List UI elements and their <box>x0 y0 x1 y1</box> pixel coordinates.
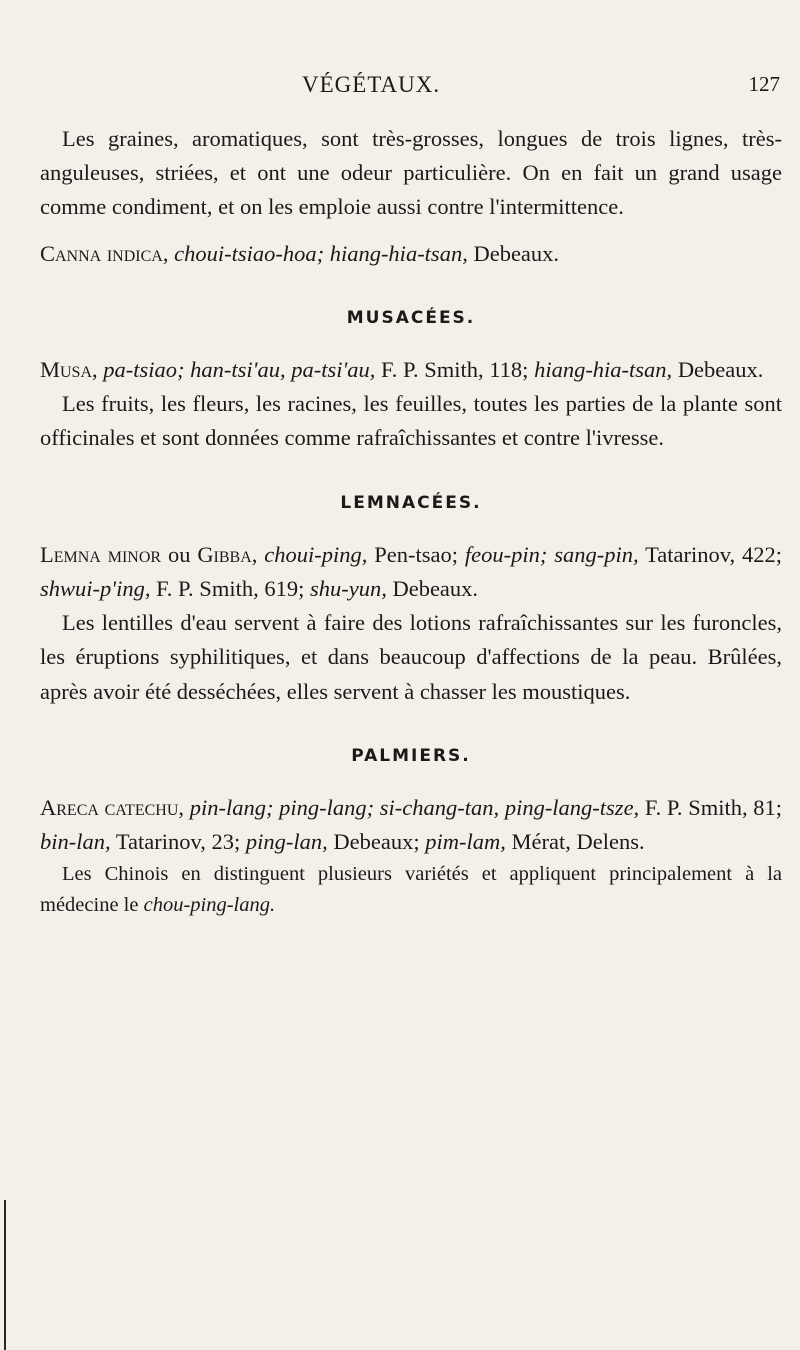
page-body <box>40 122 782 921</box>
section-heading-lemnacees: LEMNACÉES. <box>340 492 482 513</box>
author-ref: F. P. Smith, 81; <box>644 795 783 821</box>
conjunction: ou <box>167 541 191 567</box>
chinese-names: hiang-hia-tsan, <box>534 357 673 383</box>
paragraph-musa: Les fruits, les fleurs, les racines, les feuilles, toutes les parties de la plante sont officinales et sont données comme rafraîchissantes et contre l'ivresse. <box>40 391 782 451</box>
author-ref: Mérat, Delens. <box>511 829 645 855</box>
paragraph-text: Les Chinois en distinguent plusieurs variétés et appliquent principalement à la médecine le <box>40 863 782 917</box>
latin-name: Areca catechu, <box>40 795 185 821</box>
author-ref: Tatarinov, 23; <box>115 829 241 855</box>
section-heading-musacees: MUSACÉES. <box>346 307 476 328</box>
latin-name: Gibba, <box>197 541 258 567</box>
author-ref: Debeaux. <box>677 357 764 383</box>
latin-name: Lemna minor <box>40 541 162 567</box>
author-ref: F. P. Smith, 118; <box>381 357 529 383</box>
author-ref: Debeaux. <box>473 240 560 266</box>
page-number: 127 <box>748 72 780 96</box>
chinese-names: shu-yun, <box>309 576 387 602</box>
section-heading-palmiers: PALMIERS. <box>351 745 471 766</box>
chinese-names: shwui-p'ing, <box>40 576 151 602</box>
chinese-names: pim-lam, <box>425 829 506 855</box>
author-ref: Debeaux; <box>333 829 420 855</box>
chinese-names: choui-tsiao-hoa; hiang-hia-tsan, <box>174 240 468 266</box>
chinese-names: choui-ping, <box>264 541 368 567</box>
paragraph-graines: Les graines, aromatiques, sont très-grosses, longues de trois lignes, très-anguleuses, striées, et ont une odeur particulière. On en fait un grand usage comme condiment, et on les emploie aussi contre l'intermittence. <box>40 126 782 220</box>
latin-name: Canna indica, <box>40 240 169 266</box>
paragraph-lemna: Les lentilles d'eau servent à faire des lotions rafraîchissantes sur les furoncles, les éruptions syphilitiques, et dans beaucoup d'affections de la peau. Brûlées, après avoir été desséchées, elles servent à chasser les moustiques. <box>40 610 782 704</box>
chinese-term: chou-ping-lang. <box>143 894 276 917</box>
author-ref: F. P. Smith, 619; <box>156 576 305 602</box>
entry-lemna <box>40 538 782 606</box>
entry-musa <box>40 353 782 387</box>
page-edge-shadow <box>4 1200 6 1350</box>
chinese-names: ping-lan, <box>245 829 328 855</box>
author-ref: Tatarinov, 422; <box>645 541 783 567</box>
running-head <box>40 72 780 108</box>
chinese-names: pin-lang; ping-lang; si-chang-tan, ping-lang-tsze, <box>189 795 640 821</box>
running-title: VÉGÉTAUX. <box>302 72 441 97</box>
entry-canna <box>40 237 782 271</box>
chinese-names: feou-pin; sang-pin, <box>464 541 639 567</box>
author-ref: Debeaux. <box>392 576 479 602</box>
paragraph-areca <box>40 859 782 921</box>
author-ref: Pen-tsao; <box>374 541 459 567</box>
chinese-names: bin-lan, <box>40 829 111 855</box>
chinese-names: pa-tsiao; han-tsi'au, pa-tsi'au, <box>103 357 376 383</box>
latin-name: Musa, <box>40 357 98 383</box>
entry-areca <box>40 791 782 859</box>
